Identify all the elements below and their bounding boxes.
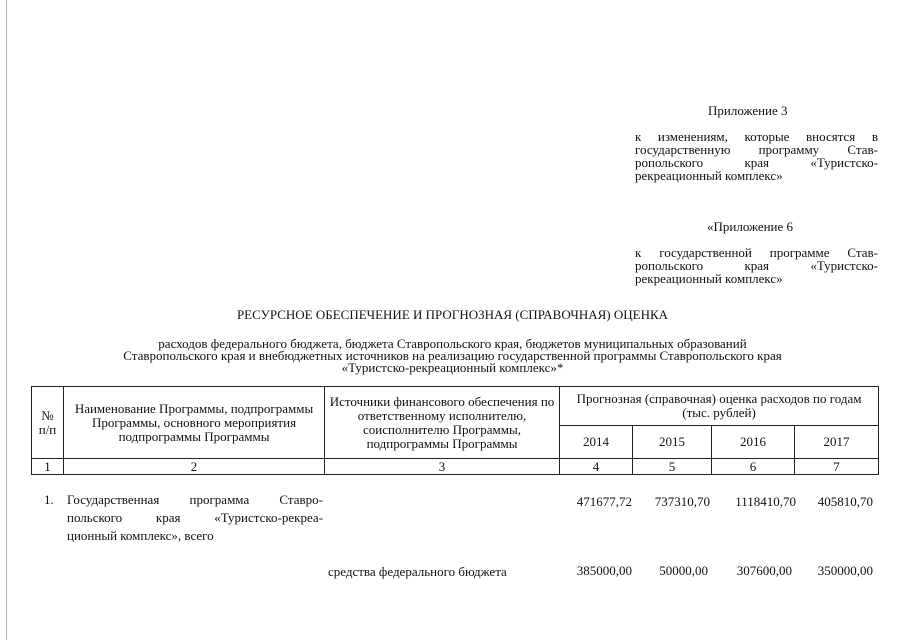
resource-table-header (31, 386, 879, 475)
row-name-line: польского края «Туристско-рекреа- (67, 510, 323, 525)
doc-title: РЕСУРСНОЕ ОБЕСПЕЧЕНИЕ И ПРОГНОЗНАЯ (СПРАВОЧНАЯ) ОЦЕНКА (236, 307, 669, 322)
row-name-line: ционный комплекс», всего (67, 528, 214, 543)
column-index: 1 (32, 459, 64, 475)
appendix6-line: к государственной программе Став- (635, 245, 878, 260)
value-2017: 405810,70 (817, 494, 873, 509)
appendix3-title: Приложение 3 (708, 103, 788, 118)
appendix3-line: государственную программу Став- (635, 142, 878, 157)
column-index: 6 (712, 459, 795, 475)
row-name-line: Государственная программа Ставро- (67, 492, 323, 507)
doc-subtitle-line: «Туристско-рекреационный комплекс»* (341, 360, 564, 375)
row-source: средства федерального бюджета (328, 564, 507, 579)
value-2016: 307600,00 (736, 563, 792, 578)
header-number: № п/п (32, 387, 64, 459)
header-year: 2015 (633, 426, 712, 459)
column-index: 4 (560, 459, 633, 475)
column-index: 3 (325, 459, 560, 475)
column-index: 5 (633, 459, 712, 475)
appendix6-title: «Приложение 6 (707, 219, 794, 234)
appendix6-line: ропольского края «Туристско- (635, 258, 878, 273)
column-index: 7 (795, 459, 879, 475)
value-2016: 1118410,70 (735, 494, 796, 509)
value-2014: 385000,00 (576, 563, 632, 578)
header-forecast: Прогнозная (справочная) оценка расходов по годам (тыс. рублей) (560, 387, 879, 426)
appendix6-line: рекреационный комплекс» (635, 271, 783, 286)
header-year: 2017 (795, 426, 879, 459)
header-year: 2016 (712, 426, 795, 459)
appendix3-line: рекреационный комплекс» (635, 168, 783, 183)
appendix3-line: к изменениям, которые вносятся в (635, 129, 878, 144)
value-2015: 50000,00 (659, 563, 708, 578)
value-2017: 350000,00 (817, 563, 873, 578)
row-number: 1. (44, 492, 54, 507)
appendix3-line: ропольского края «Туристско- (635, 155, 878, 170)
column-index: 2 (64, 459, 325, 475)
header-funding-sources: Источники финансового обеспечения по ответственному исполнителю, соисполнителю Программы, подпрограммы Программы (325, 387, 560, 459)
doc-subtitle-line: расходов федерального бюджета, бюджета Ставропольского края, бюджетов муниципальных образований (158, 336, 747, 351)
doc-subtitle-line: Ставропольского края и внебюджетных источников на реализацию государственной программы Ставропольского края (123, 348, 782, 363)
header-year: 2014 (560, 426, 633, 459)
value-2015: 737310,70 (654, 494, 710, 509)
value-2014: 471677,72 (576, 494, 632, 509)
header-program-name: Наименование Программы, подпрограммы Программы, основного мероприятия подпрограммы Программы (64, 387, 325, 459)
